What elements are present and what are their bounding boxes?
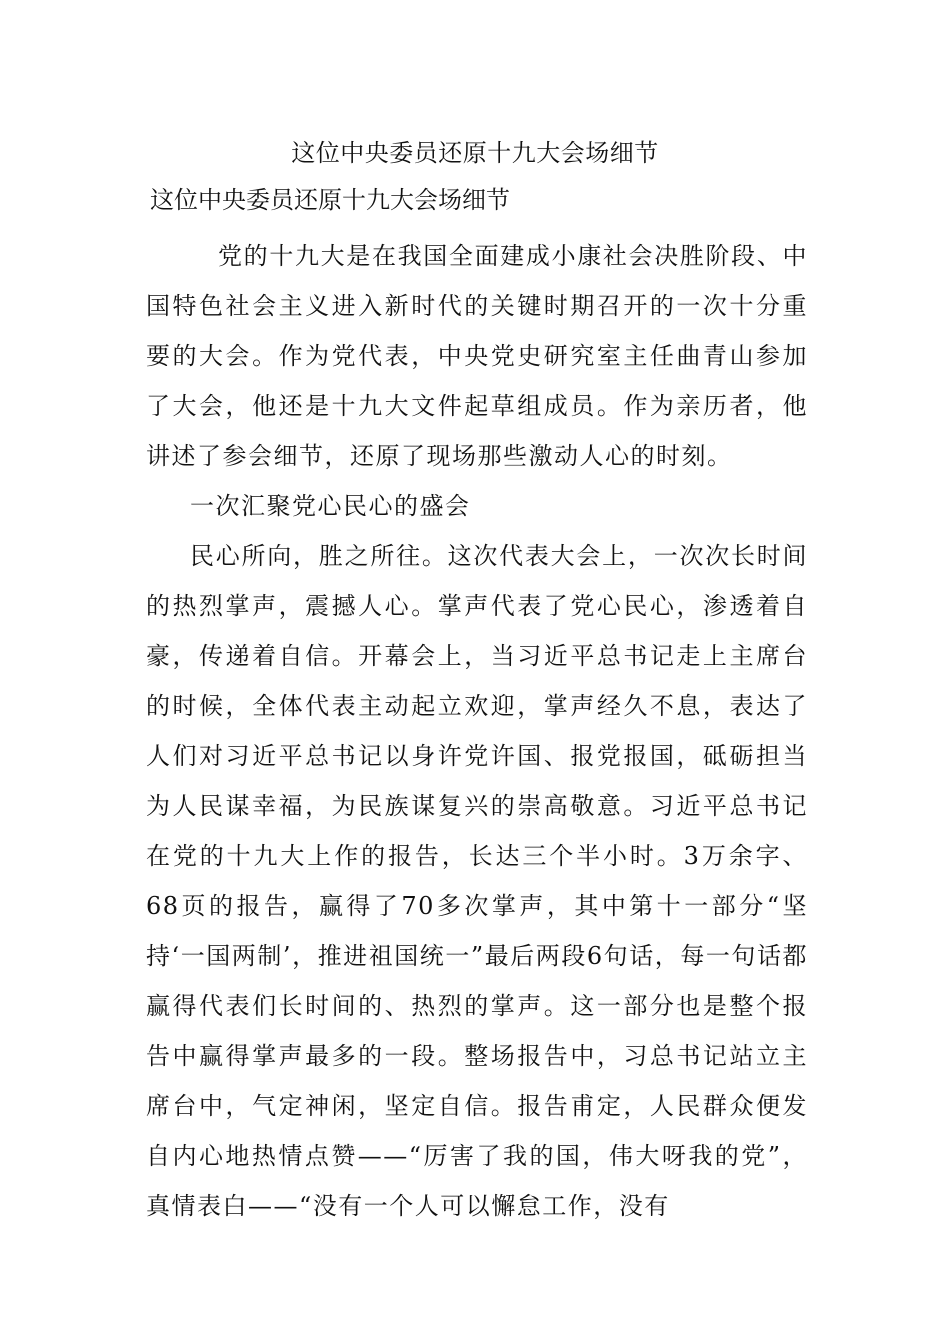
section-heading: 一次汇聚党心民心的盛会 — [190, 492, 471, 520]
document-body — [146, 231, 808, 1231]
paragraph-body: 民心所向，胜之所往。这次代表大会上，一次次长时间的热烈掌声，震撼人心。掌声代表了党心民心，渗透着自豪，传递着自信。开幕会上，当习近平总书记走上主席台的时候，全体代表主动起立欢迎，掌声经久不息，表达了人们对习近平总书记以身许党许国、报党报国，砥砺担当为人民谋幸福，为民族谋复兴的崇高敬意。习近平总书记在党的十九大上作的报告，长达三个半小时。3万余字、68页的报告，赢得了70多次掌声，其中第十一部分“坚持‘一国两制’，推进祖国统一”最后两段6句话，每一句话都赢得代表们长时间的、热烈的掌声。这一部分也是整个报告中赢得掌声最多的一段。整场报告中，习总书记站立主席台中，气定神闲，坚定自信。报告甫定，人民群众便发自内心地热情点赞——“厉害了我的国，伟大呀我的党”，真情表白——“没有一个人可以懈怠工作，没有 — [146, 542, 808, 1220]
document-title: 这位中央委员还原十九大会场细节 — [291, 139, 659, 167]
document-subtitle: 这位中央委员还原十九大会场细节 — [150, 186, 510, 214]
paragraph-intro: 党的十九大是在我国全面建成小康社会决胜阶段、中国特色社会主义进入新时代的关键时期召开的一次十分重要的大会。作为党代表，中央党史研究室主任曲青山参加了大会，他还是十九大文件起草组成员。作为亲历者，他讲述了参会细节，还原了现场那些激动人心的时刻。 — [146, 242, 808, 470]
